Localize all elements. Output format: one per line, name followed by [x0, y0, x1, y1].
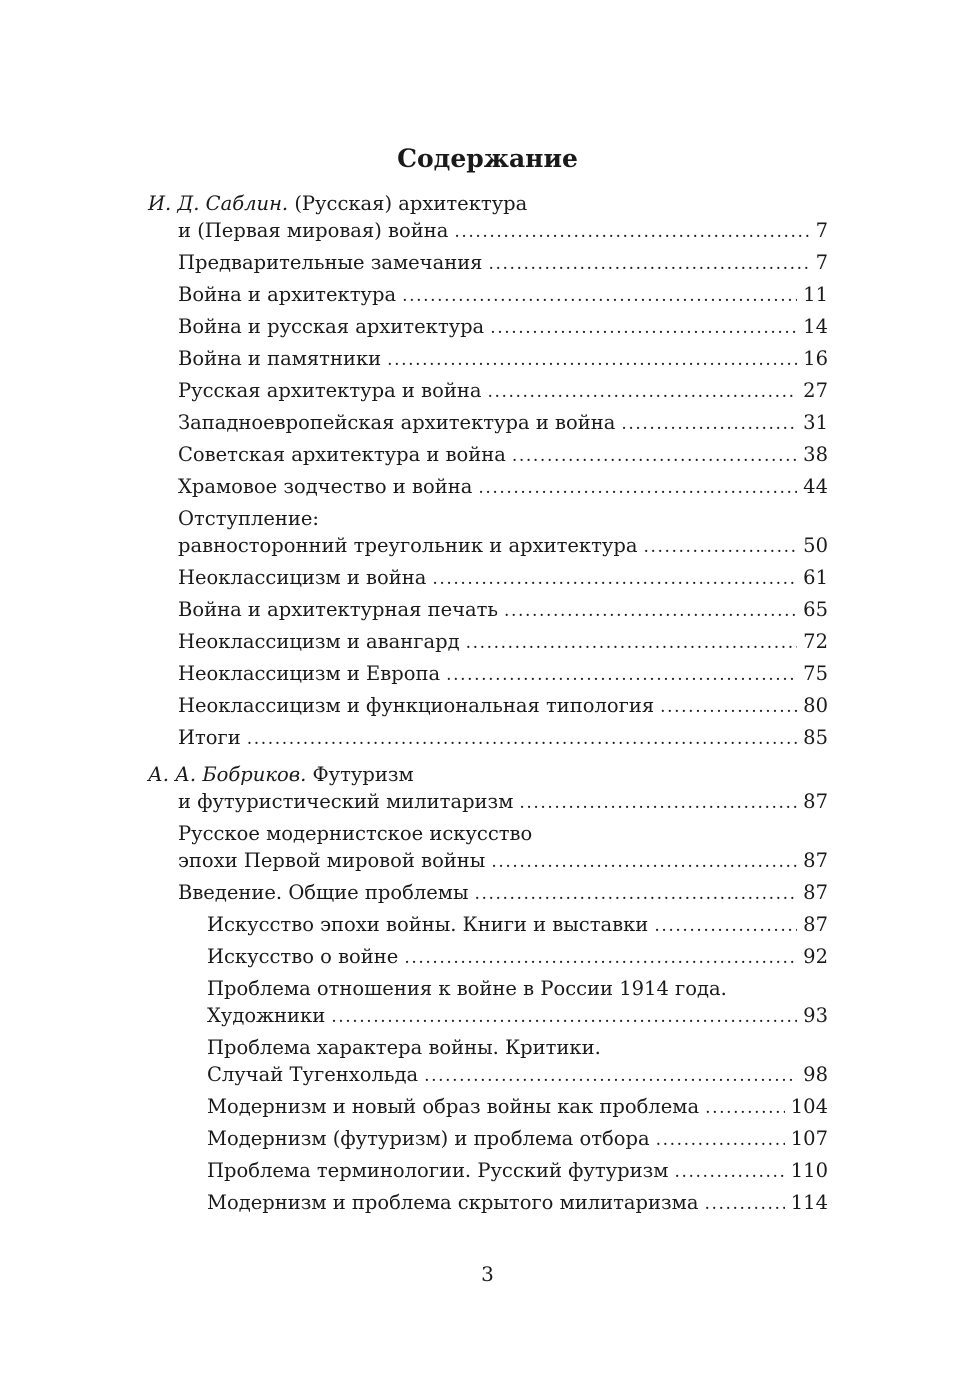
toc-page-number: 72	[803, 630, 828, 653]
toc-entry-title: Война и памятники	[178, 347, 382, 370]
toc-page-number: 27	[803, 379, 828, 402]
toc-entry-title: Случай Тугенхольда	[207, 1063, 419, 1086]
toc-page-number: 104	[790, 1095, 828, 1118]
toc-entry-title: и (Первая мировая) война	[178, 219, 449, 242]
toc-entry	[148, 505, 828, 561]
toc-entry	[148, 628, 828, 657]
toc-entry-pre: Проблема характера войны. Критики.	[207, 1036, 601, 1059]
toc-entry-title: Русская архитектура и война	[178, 379, 482, 402]
toc-entry-title: Предварительные замечания	[178, 251, 483, 274]
page-number: 3	[481, 1262, 494, 1286]
section-heading-line	[148, 190, 828, 217]
toc-entry-title: Искусство о войне	[207, 945, 399, 968]
toc-entry	[148, 943, 828, 972]
author-name: И. Д. Саблин.	[148, 192, 289, 215]
toc-entry	[148, 441, 828, 470]
toc-entry-title: Неоклассицизм и война	[178, 566, 427, 589]
toc-entry-pre: Проблема отношения к войне в России 1914 года.	[207, 977, 727, 1000]
toc-entry-title: Война и архитектурная печать	[178, 598, 499, 621]
toc-page-number: 44	[803, 475, 828, 498]
toc-page-number: 114	[790, 1191, 828, 1214]
toc-page-number: 38	[803, 443, 828, 466]
toc-page-number: 7	[815, 251, 828, 274]
section-heading-row	[148, 217, 828, 246]
toc-page-number: 80	[803, 694, 828, 717]
toc-entry-title: Неоклассицизм и Европа	[178, 662, 441, 685]
toc-page-number: 61	[803, 566, 828, 589]
toc-entry	[148, 879, 828, 908]
toc-entry	[148, 564, 828, 593]
toc-entry-title: Война и архитектура	[178, 283, 397, 306]
toc-page-number: 75	[803, 662, 828, 685]
toc-entry	[148, 409, 828, 438]
toc-page-number: 50	[803, 534, 828, 557]
toc-page-number: 65	[803, 598, 828, 621]
toc-entry-title: Художники	[207, 1004, 326, 1027]
toc-entry	[148, 660, 828, 689]
toc-entry	[148, 1157, 828, 1186]
toc-section-bobrikov	[148, 761, 828, 1218]
toc-page-number: 85	[803, 726, 828, 749]
toc-entry-title: Война и русская архитектура	[178, 315, 485, 338]
toc-page-number: 93	[803, 1004, 828, 1027]
toc-entry-title: Модернизм и проблема скрытого милитаризма	[207, 1191, 699, 1214]
toc-page-number: 16	[803, 347, 828, 370]
toc-entry-title: Искусство эпохи войны. Книги и выставки	[207, 913, 649, 936]
toc-page-number: 87	[803, 913, 828, 936]
toc-entry	[148, 911, 828, 940]
toc-entry-title: Введение. Общие проблемы	[178, 881, 469, 904]
table-of-contents	[148, 190, 828, 1218]
section-heading-text: Футуризм	[312, 763, 414, 786]
toc-entry-title: Проблема терминологии. Русский футуризм	[207, 1159, 669, 1182]
toc-page-number: 110	[790, 1159, 828, 1182]
toc-entry-title: равносторонний треугольник и архитектура	[178, 534, 638, 557]
toc-page-number: 107	[790, 1127, 828, 1150]
toc-page-number: 87	[803, 790, 828, 813]
toc-entry-title: Неоклассицизм и авангард	[178, 630, 460, 653]
toc-page-number: 98	[803, 1063, 828, 1086]
toc-page-number: 87	[803, 881, 828, 904]
toc-entry	[148, 377, 828, 406]
section-heading-text: (Русская) архитектура	[294, 192, 528, 215]
toc-entry	[148, 724, 828, 753]
toc-entry-title: Итоги	[178, 726, 241, 749]
toc-entry-pre: Отступление:	[178, 507, 319, 530]
toc-page-number: 11	[803, 283, 828, 306]
page-title: Содержание	[397, 144, 578, 173]
toc-entry	[148, 1034, 828, 1090]
toc-entry-title: эпохи Первой мировой войны	[178, 849, 486, 872]
toc-page-number: 14	[803, 315, 828, 338]
toc-entry	[148, 596, 828, 625]
toc-entry	[148, 692, 828, 721]
toc-entry	[148, 820, 828, 876]
toc-entry	[148, 1093, 828, 1122]
toc-section-sablin	[148, 190, 828, 753]
toc-entry	[148, 249, 828, 278]
toc-entry	[148, 1125, 828, 1154]
author-name: А. А. Бобриков.	[148, 763, 307, 786]
toc-entry-title: и футуристический милитаризм	[178, 790, 514, 813]
toc-entry	[148, 345, 828, 374]
toc-entry-title: Храмовое зодчество и война	[178, 475, 473, 498]
toc-entry	[148, 1189, 828, 1218]
toc-entry-title: Модернизм (футуризм) и проблема отбора	[207, 1127, 650, 1150]
toc-entry	[148, 473, 828, 502]
toc-entry-title: Западноевропейская архитектура и война	[178, 411, 616, 434]
toc-entry	[148, 313, 828, 342]
toc-entry-title: Неоклассицизм и функциональная типология	[178, 694, 655, 717]
toc-page-number: 7	[815, 219, 828, 242]
section-heading-row	[148, 788, 828, 817]
toc-entry-pre: Русское модернистское искусство	[178, 822, 533, 845]
toc-entry-title: Модернизм и новый образ войны как проблема	[207, 1095, 700, 1118]
toc-entry	[148, 281, 828, 310]
toc-entry-title: Советская архитектура и война	[178, 443, 506, 466]
toc-entry	[148, 975, 828, 1031]
section-heading-line	[148, 761, 828, 788]
toc-page-number: 31	[803, 411, 828, 434]
toc-page-number: 87	[803, 849, 828, 872]
toc-page-number: 92	[803, 945, 828, 968]
